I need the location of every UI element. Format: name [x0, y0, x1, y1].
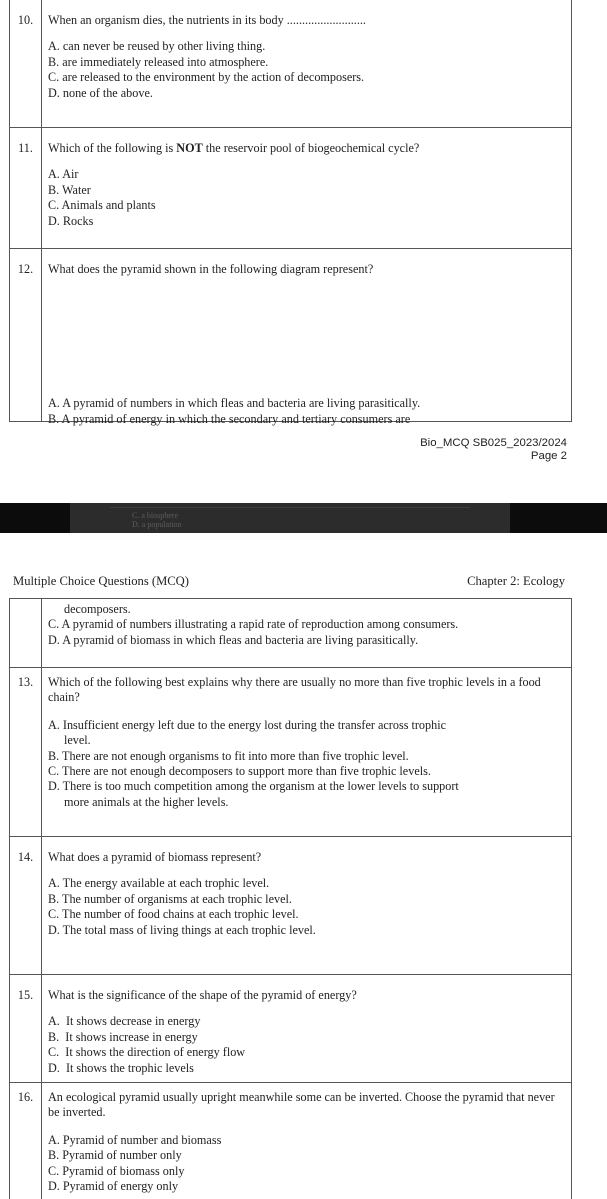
option-a-continued: level.	[64, 733, 91, 748]
option-b: B. Water	[48, 182, 91, 197]
option-d: D. There is too much competition among the organism at the lower levels to support	[48, 779, 459, 794]
question-number-cell	[10, 599, 42, 667]
page-footer	[420, 437, 567, 463]
option-list	[48, 876, 567, 938]
question-row-11	[10, 127, 571, 248]
question-text: What does a pyramid of biomass represent?	[48, 850, 262, 864]
page-header	[13, 574, 565, 589]
option-d: D. A pyramid of biomass in which fleas and bacteria are living parasitically.	[48, 632, 419, 647]
ghost-page-overlay	[70, 503, 510, 533]
option-b: B. There are not enough organisms to fit into more than five trophic level.	[48, 748, 409, 763]
page-1	[0, 0, 607, 500]
option-list	[48, 167, 567, 229]
question-row-12	[10, 248, 571, 426]
question-number: 15.	[10, 975, 42, 1082]
question-row-13	[10, 667, 571, 836]
page-divider	[0, 503, 607, 533]
header-title: Multiple Choice Questions (MCQ)	[13, 574, 189, 588]
option-c: C. Pyramid of biomass only	[48, 1163, 185, 1178]
question-text: What does the pyramid shown in the following diagram represent?	[48, 262, 374, 276]
ghost-rule	[110, 507, 470, 508]
option-d-continued: more animals at the higher levels.	[64, 794, 229, 809]
option-d: D. Pyramid of energy only	[48, 1179, 179, 1194]
option-a: A. Insufficient energy left due to the energy lost during the transfer across trophic	[48, 717, 447, 732]
option-d: D. The total mass of living things at each trophic level.	[48, 922, 316, 937]
option-b: B. A pyramid of energy in which the secondary and tertiary consumers are	[48, 411, 411, 426]
option-c: C. There are not enough decomposers to support more than five trophic levels.	[48, 764, 431, 779]
option-c: C. are released to the environment by the action of decomposers.	[48, 70, 365, 85]
question-number: 10.	[10, 0, 42, 127]
option-c: C. A pyramid of numbers illustrating a rapid rate of reproduction among consumers.	[48, 617, 459, 632]
option-b: B. are immediately released into atmosphere.	[48, 54, 269, 69]
question-row-10	[10, 0, 571, 127]
question-text-start: Which of the following is	[48, 141, 177, 155]
question-text: An ecological pyramid usually upright meanwhile some can be inverted. Choose the pyramid that never be inverted.	[48, 1090, 555, 1120]
option-a: A. It shows decrease in energy	[48, 1014, 201, 1029]
option-list	[48, 1014, 567, 1076]
ghost-text: D. a population	[132, 520, 182, 529]
ghost-text: C. a biosphere	[132, 511, 178, 520]
option-d: D. Rocks	[48, 213, 94, 228]
option-a: A. Pyramid of number and biomass	[48, 1132, 222, 1147]
option-list	[48, 39, 567, 101]
option-a: A. can never be reused by other living thing.	[48, 39, 266, 54]
question-text-emphasis: NOT	[176, 141, 203, 155]
question-text-end: the reservoir pool of biogeochemical cycle?	[202, 141, 420, 155]
option-list	[48, 1133, 567, 1195]
question-text: Which of the following best explains why there are usually no more than five trophic levels in a food chain?	[48, 675, 541, 705]
option-d: D. none of the above.	[48, 85, 153, 100]
question-table-page-2	[9, 598, 572, 1199]
option-d: D. It shows the trophic levels	[48, 1060, 194, 1075]
option-c: C. It shows the direction of energy flow	[48, 1045, 246, 1060]
option-a: A. A pyramid of numbers in which fleas and bacteria are living parasitically.	[48, 396, 421, 411]
question-text: When an organism dies, the nutrients in its body ..........................	[48, 13, 366, 27]
option-b-continued: decomposers.	[64, 602, 131, 616]
option-c: C. The number of food chains at each trophic level.	[48, 907, 299, 922]
question-number: 13.	[10, 668, 42, 836]
question-row-14	[10, 836, 571, 974]
option-a: A. The energy available at each trophic level.	[48, 876, 270, 891]
question-table-page-1	[9, 0, 572, 426]
option-b: B. It shows increase in energy	[48, 1029, 198, 1044]
document-code: Bio_MCQ SB025_2023/2024	[420, 437, 567, 449]
question-row-12-continued	[10, 599, 571, 667]
question-row-16	[10, 1082, 571, 1199]
question-number: 14.	[10, 837, 42, 974]
page-number: Page 2	[530, 450, 567, 462]
question-text	[48, 141, 567, 156]
question-number: 12.	[10, 249, 42, 422]
option-list	[48, 718, 567, 810]
question-number: 11.	[10, 128, 42, 248]
option-c: C. Animals and plants	[48, 198, 156, 213]
header-chapter: Chapter 2: Ecology	[467, 574, 565, 588]
question-number: 16.	[10, 1083, 42, 1199]
option-list	[48, 396, 567, 427]
question-row-15	[10, 974, 571, 1082]
option-b: B. Pyramid of number only	[48, 1148, 182, 1163]
option-a: A. Air	[48, 167, 79, 182]
option-b: B. The number of organisms at each trophic level.	[48, 891, 292, 906]
question-text: What is the significance of the shape of the pyramid of energy?	[48, 988, 357, 1002]
